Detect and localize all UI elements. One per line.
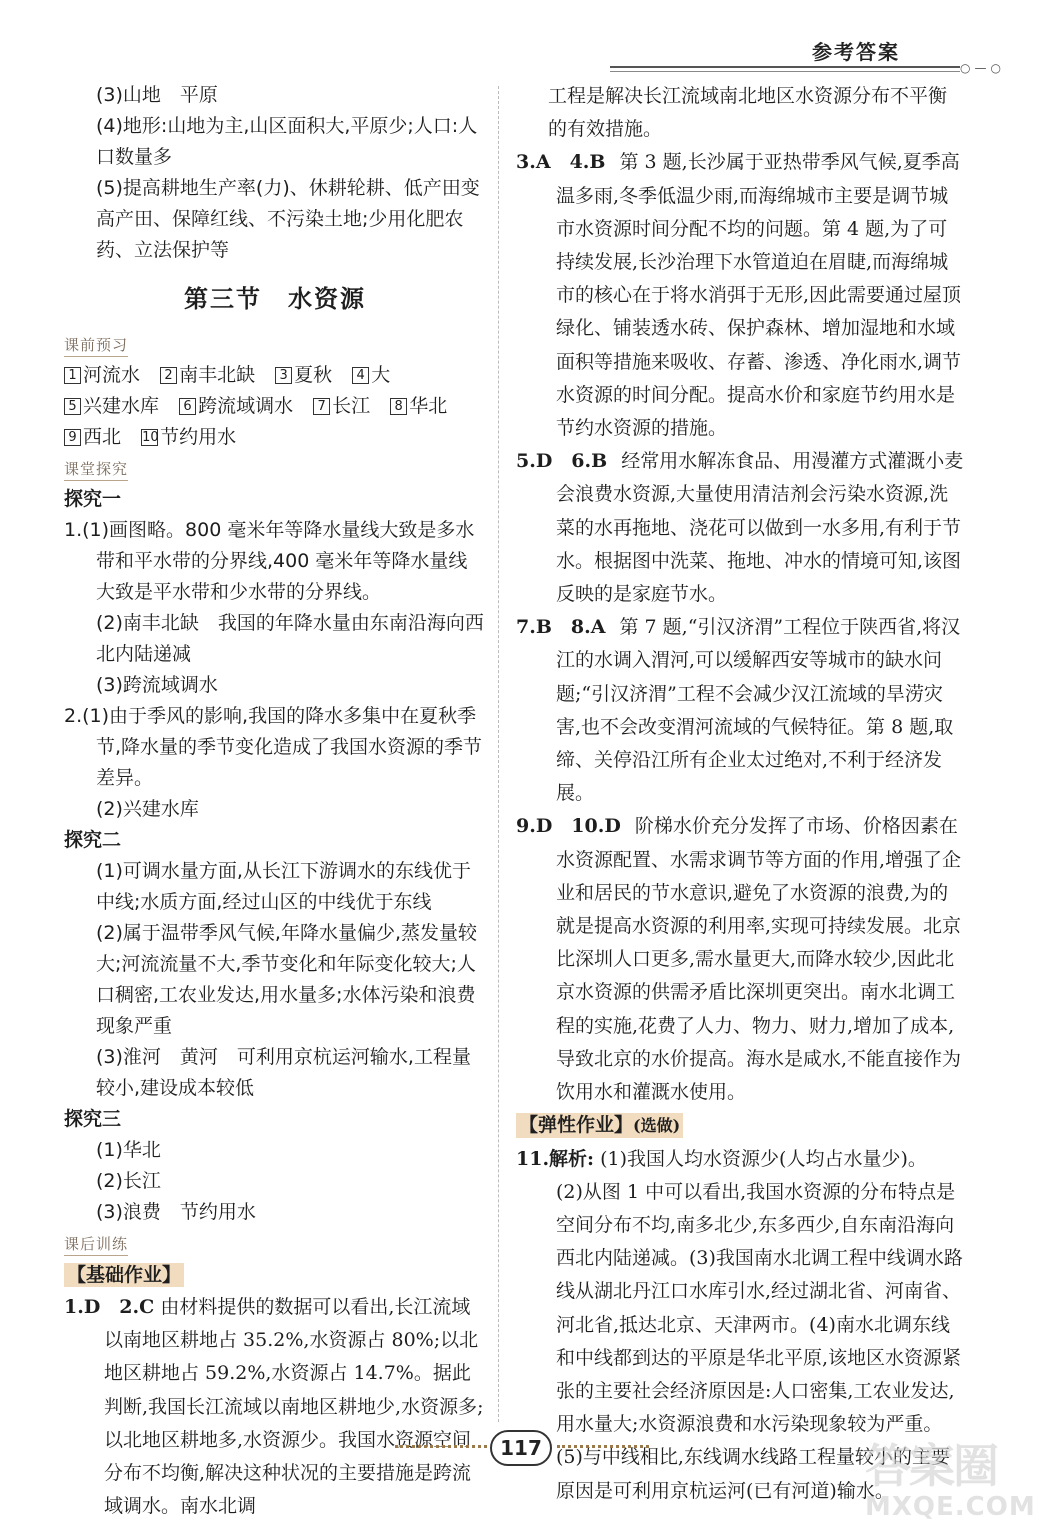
basic-answer-keys: 1.D 2.C <box>64 1296 155 1318</box>
answer-line: (3)山地 平原 <box>96 84 218 106</box>
number-box: 3 <box>275 367 292 384</box>
tag-class: 课堂探究 <box>64 458 128 481</box>
number-box: 5 <box>64 398 81 415</box>
explore-line: 2.(1)由于季风的影响,我国的降水多集中在夏秋季节,降水量的季节变化造成了我国水资源的季节差异。 <box>64 705 483 789</box>
number-box: 7 <box>313 398 330 415</box>
explore-line: (3)浪费 节约用水 <box>96 1201 256 1223</box>
preview-item <box>179 395 293 417</box>
column-divider <box>498 86 499 1422</box>
preview-item <box>64 426 121 448</box>
preview-item <box>313 395 370 417</box>
badge-elastic-optional: (选做) <box>633 1116 681 1136</box>
preview-item <box>64 364 140 386</box>
explore-line: (2)属于温带季风气候,年降水量偏少,蒸发量较大;河流流量不大,季节变化和年际变化较大;人口稠密,工农业发达,用水量多;水体污染和浪费现象严重 <box>96 922 477 1037</box>
preview-answer: 兴建水库 <box>83 395 160 417</box>
footer-dots-left <box>395 1445 487 1448</box>
footer-dots-right <box>557 1445 649 1448</box>
preview-item <box>275 364 332 386</box>
choice-explanation <box>516 611 964 810</box>
preview-answer: 河流水 <box>83 364 141 386</box>
preview-answer: 南丰北缺 <box>179 364 256 386</box>
number-box: 1 <box>64 367 81 384</box>
preview-answer: 长江 <box>332 395 371 417</box>
q11-rest: (2)从图 1 中可以看出,我国水资源的分布特点是空间分布不均,南多北少,东多西少,自东南沿海向西北内陆递减。(3)我国南水北调工程中线调水路线从湖北丹江口水库引水,经过湖北省、河南省、河北省,抵达北京、天津两市。(4)南水北调东线和中线都到达的平原是华北平原,该地区水资源紧张的主要社会经济原因是:人口密集,工农业发达,用水量大;水资源浪费和水污染现象较为严重。(5)与中线相比,东线调水线路工程量较小的主要原因是可利用京杭运河(已有河道)输水。 <box>556 1180 963 1502</box>
choice-explanations <box>516 146 964 1109</box>
explore-line: 1.(1)画图略。800 毫米年等降水量线大致是多水带和平水带的分界线,400 毫米年等降水量线大致是平水带和少水带的分界线。 <box>64 519 475 603</box>
explore-line: (2)兴建水库 <box>96 798 199 820</box>
q11-label: 11.解析: <box>516 1147 595 1170</box>
choice-explanation <box>516 146 964 445</box>
page-number: 117 <box>490 1430 552 1466</box>
explore-line: (2)南丰北缺 我国的年降水量由东南沿海向西北内陆递减 <box>96 612 484 665</box>
right-column <box>516 80 964 1508</box>
explanation-text: 第 7 题,“引汉济渭”工程位于陕西省,将汉江的水调入渭河,可以缓解西安等城市的缺水问题;“引汉济渭”工程不会减少汉江流域的旱涝灾害,也不会改变渭河流域的气候特征。第 8 题,取缔、关停沿江所有企业太过绝对,不利于经济发展。 <box>556 616 961 805</box>
watermark-title: 答案圈 <box>865 1439 997 1493</box>
preview-answer: 西北 <box>83 426 122 448</box>
preview-item <box>160 364 255 386</box>
number-box: 10 <box>142 430 159 445</box>
left-column <box>64 80 486 1523</box>
answer-line: (5)提高耕地生产率(力)、休耕轮耕、低产田变高产田、保障红线、不污染土地;少用化肥农药、立法保护等 <box>96 177 480 261</box>
number-box: 6 <box>179 398 196 415</box>
answer-keys: 5.D 6.B <box>516 450 608 473</box>
preview-item <box>64 395 159 417</box>
badge-elastic-homework <box>516 1113 683 1138</box>
watermark-url: MXQE.COM <box>865 1492 1036 1522</box>
preview-answer: 华北 <box>409 395 448 417</box>
explore-two-answers <box>64 856 486 1104</box>
explore-line: (2)长江 <box>96 1170 161 1192</box>
answer-block-land <box>64 80 486 266</box>
number-box: 8 <box>390 398 407 415</box>
preview-answer: 夏秋 <box>294 364 333 386</box>
preview-answers <box>64 360 486 453</box>
answer-keys: 9.D 10.D <box>516 815 621 838</box>
choice-explanation <box>516 810 964 1109</box>
preview-answer: 大 <box>371 364 391 386</box>
explanation-text: 第 3 题,长沙属于亚热带季风气候,夏季高温多雨,冬季低温少雨,而海绵城市主要是调节城市水资源时间分配不均的问题。第 4 题,为了可持续发展,长沙治理下水管道迫在眉睫,而海绵城市的核心在于将水消弭于无形,因此需要通过屋顶绿化、铺装透水砖、保护森林、增加湿地和水域面积等措施来吸收、存蓄、渗透、净化雨水,调节水资源的时间分配。提高水价和家庭节约用水是节约水资源的措施。 <box>556 151 962 440</box>
number-box: 9 <box>64 429 81 446</box>
preview-item <box>141 426 236 448</box>
continued-text: 工程是解决长江流域南北地区水资源分布不平衡的有效措施。 <box>548 85 948 141</box>
preview-item <box>390 395 447 417</box>
answer-keys: 3.A 4.B <box>516 151 606 174</box>
header-ornament-icon: ○—○ <box>960 61 1005 75</box>
explore-one-answers <box>64 515 486 825</box>
basic-answer-text: 由材料提供的数据可以看出,长江流域以南地区耕地占 35.2%,水资源占 80%;以北地区耕地占 59.2%,水资源占 14.7%。据此判断,我国长江流域以南地区耕地少,水资源多;以北地区耕地多,水资源少。我国水资源空间分布不均衡,解决这种状况的主要措施是跨流域调水。南水北调 <box>104 1296 484 1518</box>
preview-answer: 跨流域调水 <box>198 395 294 417</box>
explanation-text: 经常用水解冻食品、用漫灌方式灌溉小麦会浪费水资源,大量使用清洁剂会污染水资源,洗菜的水再拖地、浇花可以做到一水多用,有利于节水。根据图中洗菜、拖地、冲水的情境可知,该图反映的是家庭节水。 <box>556 450 964 606</box>
explore-three-answers <box>64 1135 486 1228</box>
explore-line: (1)华北 <box>96 1139 161 1161</box>
preview-item <box>352 364 390 386</box>
answer-line: (4)地形:山地为主,山区面积大,平原少;人口:人口数量多 <box>96 115 478 168</box>
badge-basic-homework: 【基础作业】 <box>64 1263 184 1287</box>
explanation-text: 阶梯水价充分发挥了市场、价格因素在水资源配置、水需求调节等方面的作用,增强了企业和居民的节水意识,避免了水资源的浪费,为的就是提高水资源的利用率,实现可持续发展。北京比深圳人口更多,需水量更大,而降水较少,因此北京水资源的供需矛盾比深圳更突出。南水北调工程的实施,花费了人力、物力、财力,增加了成本,导致北京的水价提高。海水是咸水,不能直接作为饮用水和灌溉水使用。 <box>556 815 962 1104</box>
q11-first: (1)我国人均水资源少(人均占水量少)。 <box>600 1147 927 1170</box>
answer-keys: 7.B 8.A <box>516 616 606 639</box>
header-rule-thin <box>610 71 960 72</box>
badge-elastic-label: 【弹性作业】 <box>519 1114 634 1137</box>
page-header <box>600 30 1020 80</box>
header-rule <box>610 66 960 68</box>
choice-explanation <box>516 445 964 611</box>
preview-answer: 节约用水 <box>160 426 237 448</box>
explore-one-heading: 探究一 <box>64 488 122 510</box>
explore-two-heading: 探究二 <box>64 829 122 851</box>
section-title: 第三节 水资源 <box>184 285 366 313</box>
explore-line: (3)淮河 黄河 可利用京杭运河输水,工程量较小,建设成本较低 <box>96 1046 471 1099</box>
header-title: 参考答案 <box>812 40 900 64</box>
tag-after-class: 课后训练 <box>64 1233 128 1256</box>
tag-preview: 课前预习 <box>64 334 128 357</box>
watermark-logo <box>865 1439 1036 1530</box>
q11-first-line <box>516 1143 964 1176</box>
number-box: 4 <box>352 367 369 384</box>
explore-three-heading: 探究三 <box>64 1108 122 1130</box>
explore-line: (1)可调水量方面,从长江下游调水的东线优于中线;水质方面,经过山区的中线优于东线 <box>96 860 471 913</box>
number-box: 2 <box>160 367 177 384</box>
explore-line: (3)跨流域调水 <box>96 674 218 696</box>
